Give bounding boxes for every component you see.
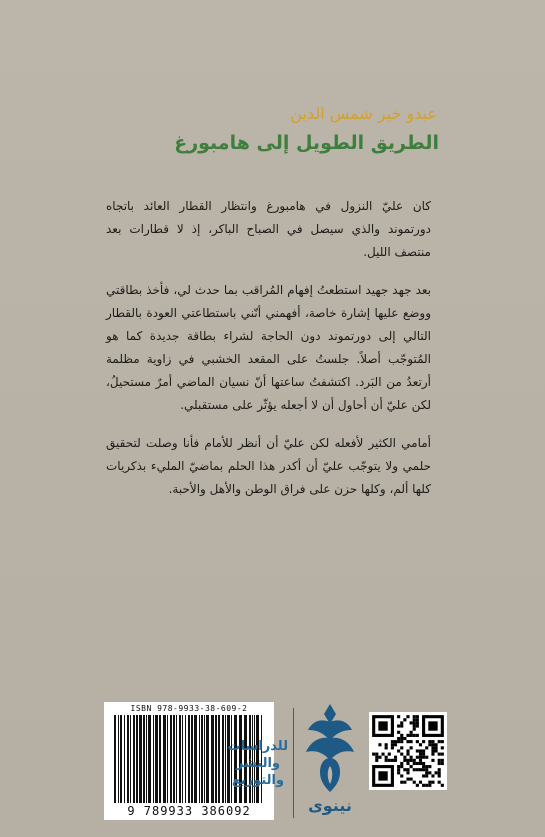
publisher-logo-text: نينوى	[308, 796, 352, 815]
publisher-line: والنشر	[235, 756, 281, 771]
author-name: عبدو خير شمس الدين	[290, 104, 437, 123]
book-title: الطريق الطويل إلى هامبورغ	[174, 132, 439, 154]
qr-code	[369, 712, 447, 790]
divider	[293, 708, 294, 818]
isbn-number: 9 789933 386092	[127, 804, 251, 818]
blurb-paragraph: كان عليّ النزول في هامبورغ وانتظار القطار العائد باتجاه دورتموند والذي سيصل في الصباح الباكر، إذ لا قطارات بعد منتصف الليل.	[106, 199, 431, 259]
blurb-text	[106, 195, 431, 516]
isbn-label: ISBN 978-9933-38-609-2	[130, 704, 248, 713]
publisher-line: للدراسات	[227, 739, 288, 754]
blurb-paragraph: أمامي الكثير لأفعله لكن عليّ أن أنظر للأمام فأنا وصلت لتحقيق حلمي ولا يتوجّب عليّ أن أكدر هذا الحلم بماضيّ المليء بذكريات كلها ألم، وكلها حزن على فراق الوطن والأهل والأحبة.	[106, 436, 431, 496]
publisher-line: والتوزيع	[231, 773, 285, 788]
publisher-name	[228, 738, 288, 789]
blurb-paragraph: بعد جهد جهيد استطعتُ إفهام المُراقب بما حدث لي، فأخذ بطاقتي ووضع عليها إشارة خاصة، أفهمني أنّني باستطاعتي العودة بالقطار التالي إلى دورتموند دون الحاجة لشراء بطاقة جديدة كما هو المُتوجّب أصلاً. جلستُ على المقعد الخشبي في زاوية مظلمة أرتعدُ من البَرد. اكتشفتُ ساعتها أنّ نسيان الماضي أمرٌ مستحيلُ، لكن عليّ أن أحاول أن لا أجعله يؤثّر على مستقبلي.	[106, 283, 431, 412]
